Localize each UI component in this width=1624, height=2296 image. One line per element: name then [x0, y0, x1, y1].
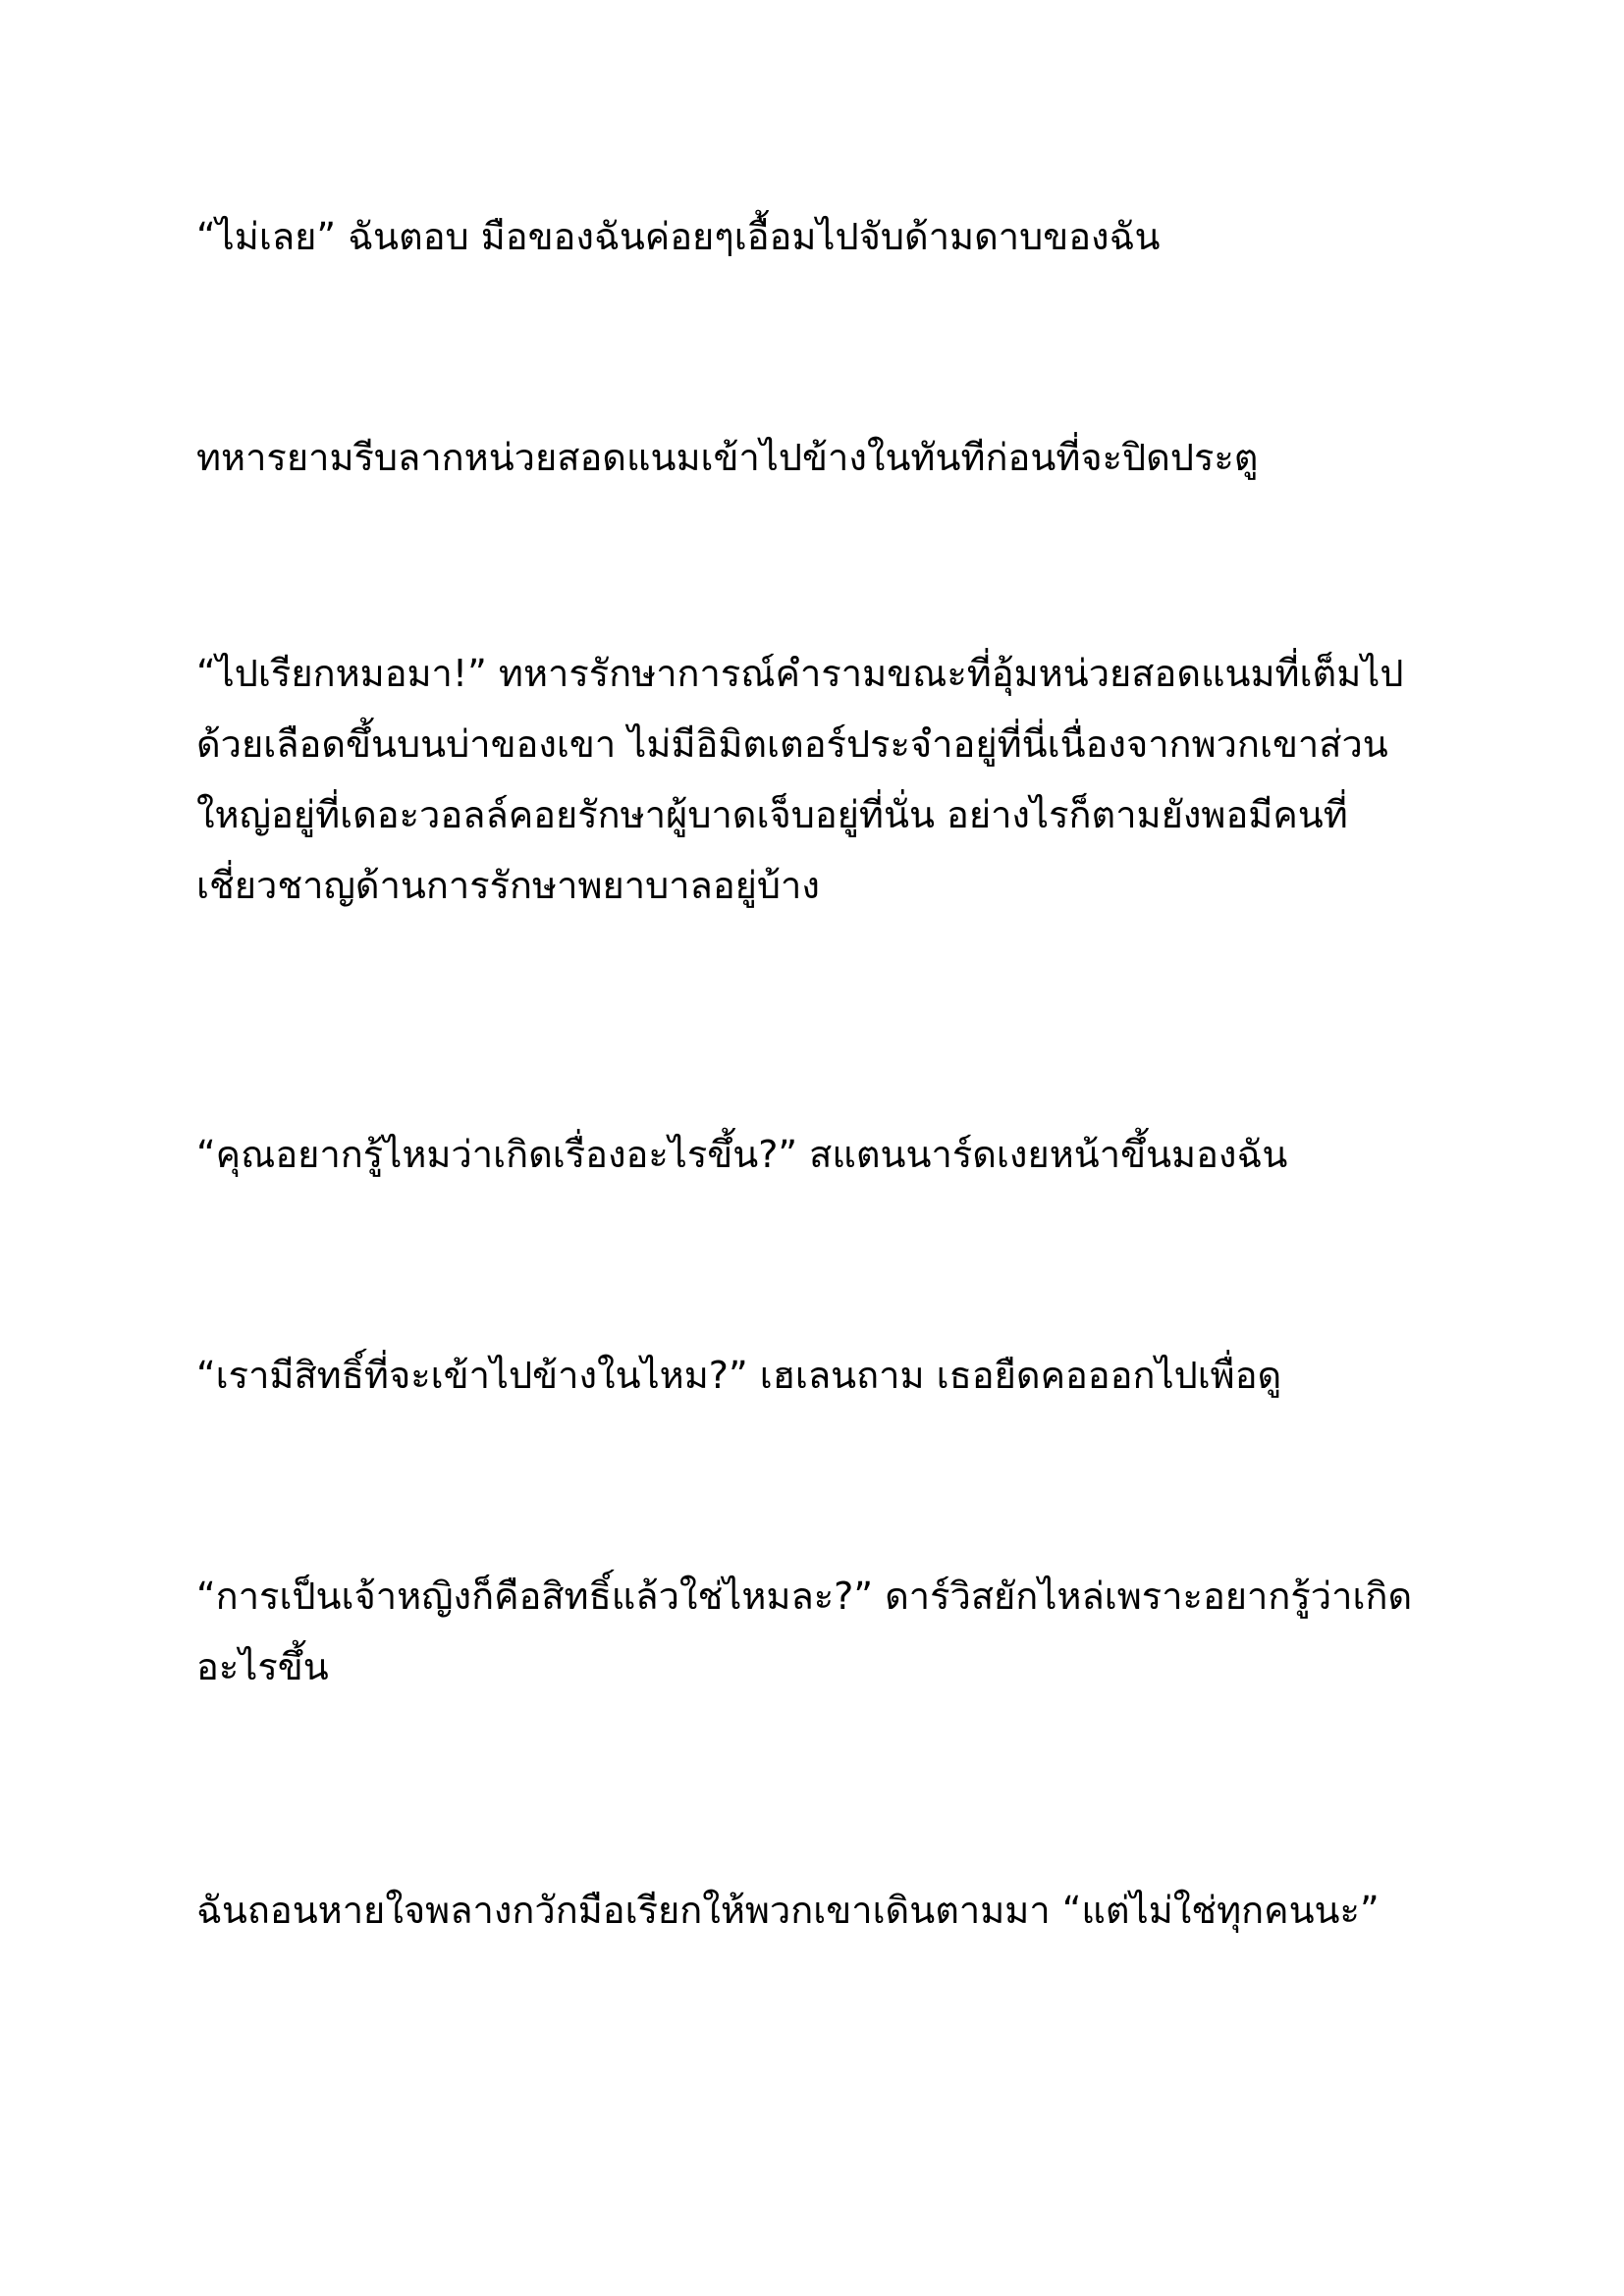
- paragraph-2: ทหารยามรีบลากหน่วยสอดแนมเข้าไปข้างในทันทีก่อนที่จะปิดประตู: [196, 436, 1259, 479]
- paragraph-7: ฉันถอนหายใจพลางกวักมือเรียกให้พวกเขาเดินตามมา “แต่ไม่ใช่ทุกคนนะ”: [196, 1889, 1380, 1932]
- paragraph-6: “การเป็นเจ้าหญิงก็คือสิทธิ์แล้วใช่ไหมละ?” ดาร์วิสยักไหล่เพราะอยากรู้ว่าเกิดอะไรขึ้น: [196, 1575, 1413, 1688]
- paragraph-3: “ไปเรียกหมอมา!” ทหารรักษาการณ์คำรามขณะที่อุ้มหน่วยสอดแนมที่เต็มไปด้วยเลือดขึ้นบนบ่าของเขา ไม่มีอิมิตเตอร์ประจำอยู่ที่นี่เนื่องจากพวกเขาส่วนใหญ่อยู่ที่เดอะวอลล์คอยรักษาผู้บาดเจ็บอยู่ที่นั่น อย่างไรก็ตามยังพอมีคนที่เชี่ยวชาญด้านการรักษาพยาบาลอยู่บ้าง: [196, 652, 1404, 907]
- paragraph-4: “คุณอยากรู้ไหมว่าเกิดเรื่องอะไรขึ้น?” สแตนนาร์ดเงยหน้าขึ้นมองฉัน: [196, 1133, 1288, 1176]
- paragraph-5: “เรามีสิทธิ์ที่จะเข้าไปข้างในไหม?” เฮเลนถาม เธอยืดคอออกไปเพื่อดู: [196, 1354, 1282, 1397]
- paragraph-1: “ไม่เลย” ฉันตอบ มือของฉันค่อยๆเอื้อมไปจับด้ามดาบของฉัน: [196, 215, 1161, 258]
